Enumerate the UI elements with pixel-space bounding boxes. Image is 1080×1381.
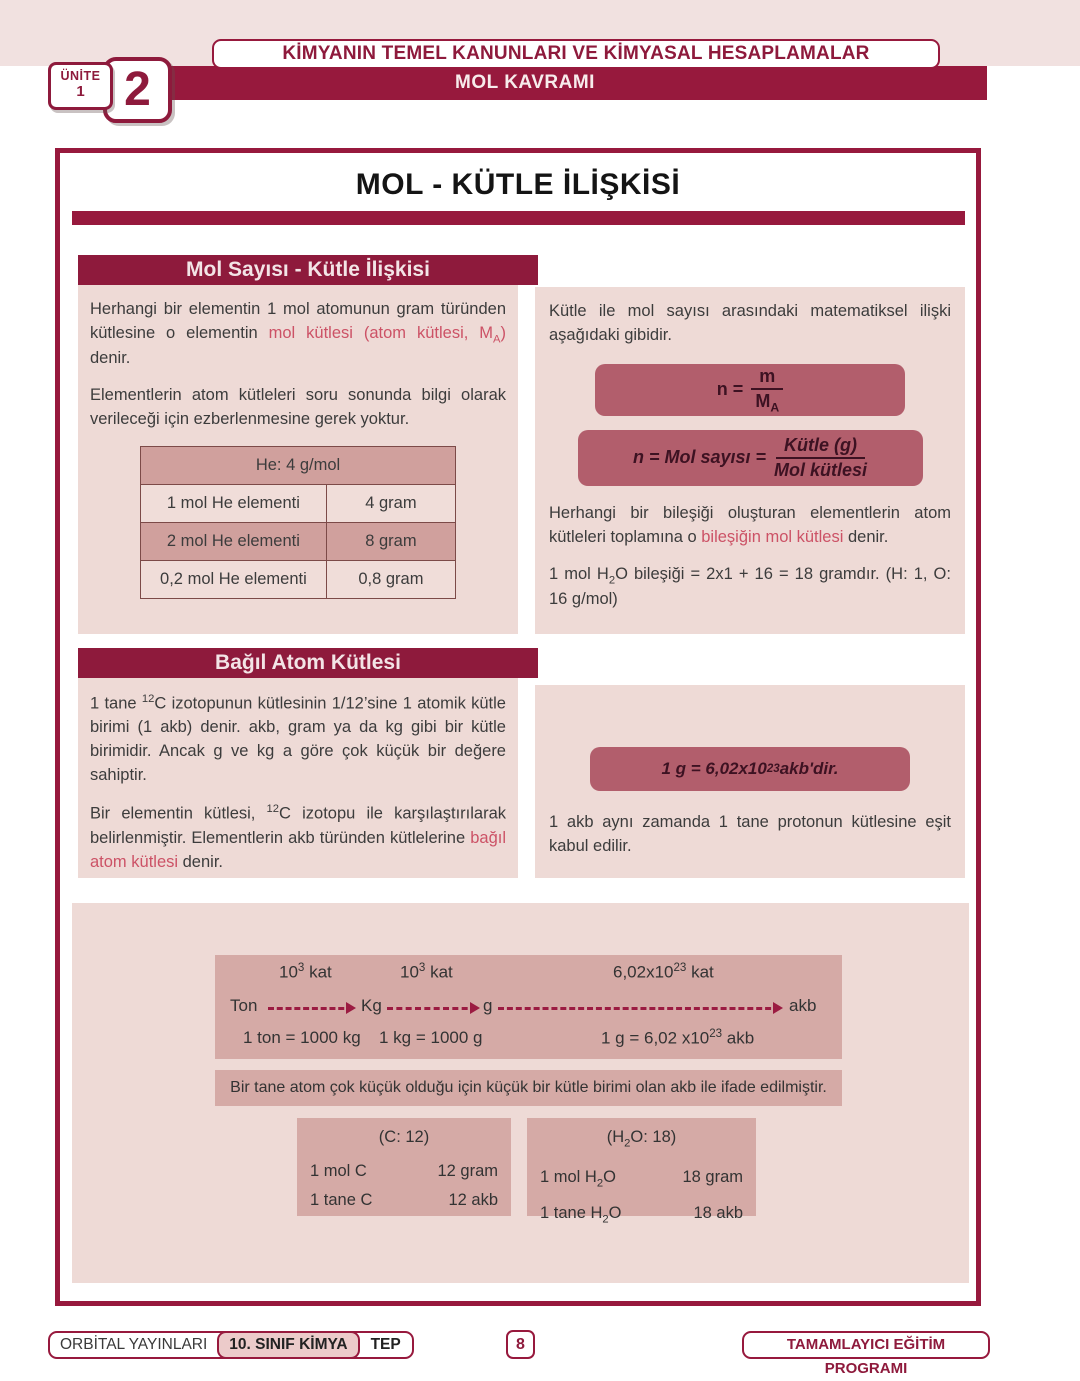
section2-right-panel	[535, 685, 965, 878]
paragraph-bilesik-mol-kutlesi: Herhangi bir bileşiği oluşturan elementlerin atom kütleleri toplamına o bileşiğin mol kütlesi denir.	[549, 503, 951, 546]
he-row-label: 2 mol He elementi	[141, 523, 327, 561]
arrow-ton-kg	[268, 1007, 353, 1010]
page-title: MOL - KÜTLE İLİŞKİSİ	[355, 168, 681, 201]
table-row: 1 mol $H_2O$ 18 gram	[540, 1168, 743, 1190]
chapter-title: KİMYANIN TEMEL KANUNLARI VE KİMYASAL HESAPLAMALAR	[212, 39, 940, 69]
node-kg: Kg	[361, 996, 382, 1015]
table-row: 1 mol C 12 gram	[310, 1162, 498, 1180]
arrow-kg-g	[387, 1007, 477, 1010]
carbon-table-header: (C: 12)	[378, 1128, 430, 1146]
conversion-value-3: 1 g = 6,02 $x10^{23}$ akb	[601, 1028, 755, 1048]
paragraph-akb-proton: 1 akb aynı zamanda 1 tane protonun kütlesine eşit kabul edilir.	[549, 813, 951, 855]
formula-n-equals-m-over-ma: n = $\frac{m}{M_A}$	[595, 364, 905, 416]
section2-left-panel	[78, 678, 518, 878]
fraction: $\frac{m}{M_A}$	[751, 366, 783, 415]
page-number: 8	[506, 1330, 535, 1359]
he-row-label: 1 mol He elementi	[141, 485, 327, 523]
he-row-value: 0,8 gram	[326, 561, 455, 599]
water-table-header: ($H_2O$: 18)	[606, 1128, 677, 1150]
arrow-g-akb	[498, 1007, 780, 1010]
he-row-value: 4 gram	[326, 485, 455, 523]
he-row-value: 8 gram	[326, 523, 455, 561]
node-ton: Ton	[230, 996, 258, 1015]
paragraph-mol-kutlesi: Herhangi bir elementin 1 mol atomunun gram türünden kütlesine o elementin mol kütlesi (atom kütlesi, $M_A$) denir.	[90, 300, 506, 368]
he-row-label: 0,2 mol He elementi	[141, 561, 327, 599]
conversion-value-1: 1 ton = 1000 kg	[243, 1028, 361, 1047]
book-title-badge: 10. SINIF KİMYA	[217, 1331, 359, 1359]
factor-label-3: $6,02x10^{23}$ kat	[613, 962, 714, 982]
section1-heading: Mol Sayısı - Kütle İlişkisi	[78, 255, 538, 285]
paragraph-atom-kutleleri: Elementlerin atom kütleleri soru sonunda bilgi olarak verileceği için ezberlenmesine gerek yoktur.	[90, 386, 506, 429]
paragraph-kutle-mol-iliski: Kütle ile mol sayısı arasındaki matematiksel ilişki aşağıdaki gibidir.	[549, 302, 951, 344]
section1-right-panel	[535, 287, 965, 634]
akb-note-band: Bir tane atom çok küçük olduğu için küçük bir kütle birimi olan akb ile ifade edilmiştir.	[215, 1070, 842, 1106]
unit-label: ÜNİTE	[60, 69, 101, 83]
paragraph-bagil-atom-kutlesi: Bir elementin kütlesi, $^{12}$C izotopu ile karşılaştırılarak belirlenmiştir. Elementlerin akb türünden kütlelerine bağıl atom kütlesi denir.	[90, 803, 506, 871]
he-table-header: He: 4 g/mol	[141, 447, 456, 485]
ton-kg-g-akb-diagram	[215, 955, 842, 1059]
publisher-name: ORBİTAL YAYINLARI	[60, 1336, 208, 1353]
title-underline-bar	[72, 211, 965, 225]
node-akb: akb	[789, 996, 817, 1015]
he-table	[140, 446, 456, 599]
section-number-badge: 2	[103, 57, 172, 123]
paragraph-h2o-example: 1 mol $H_2O$ bileşiği = 2x1 + 16 = 18 gramdır. (H: 1, O: 16 g/mol)	[549, 564, 951, 609]
tep-label: TEP	[370, 1336, 401, 1353]
water-table	[527, 1118, 756, 1225]
unit-number: 1	[76, 83, 85, 100]
fraction: $\frac{\text{Kütle (g)}}{\text{Mol kütlesi}}$	[774, 434, 868, 480]
node-g: g	[483, 996, 493, 1015]
unit-badge	[48, 62, 113, 110]
conversion-value-2: 1 kg = 1000 g	[379, 1028, 483, 1047]
factor-label-2: $10^3$ kat	[400, 962, 453, 982]
carbon-table	[297, 1118, 511, 1216]
formula-1g-akb: 1 g = 6,02x10 23 akb'dir.	[590, 747, 910, 791]
section1-left-panel	[78, 285, 518, 634]
paragraph-akb-tanim: 1 tane $^{12}$C izotopunun kütlesinin 1/12’sine 1 atomik kütle birimi (1 akb) denir. akb, gram ya da kg gibi bir kütle birimidir. Ancak g ve kg a göre çok küçük bir değere sahiptir.	[90, 693, 506, 785]
footer-publisher-group	[48, 1331, 414, 1359]
topic-band: MOL KAVRAMI	[63, 66, 987, 100]
section2-heading: Bağıl Atom Kütlesi	[78, 648, 538, 678]
unit-conversion-panel	[72, 903, 969, 1283]
factor-label-1: $10^3$ kat	[279, 962, 332, 982]
program-label: TAMAMLAYICI EĞİTİM PROGRAMI	[742, 1331, 990, 1359]
main-frame	[55, 148, 981, 1306]
formula-mol-sayisi: n = Mol sayısı = $\frac{\text{Kütle (g)}}{\text{Mol kütlesi}}$	[578, 430, 923, 486]
table-row: 1 tane C 12 akb	[310, 1191, 498, 1209]
table-row: 1 tane $H_2O$ 18 akb	[540, 1203, 743, 1225]
